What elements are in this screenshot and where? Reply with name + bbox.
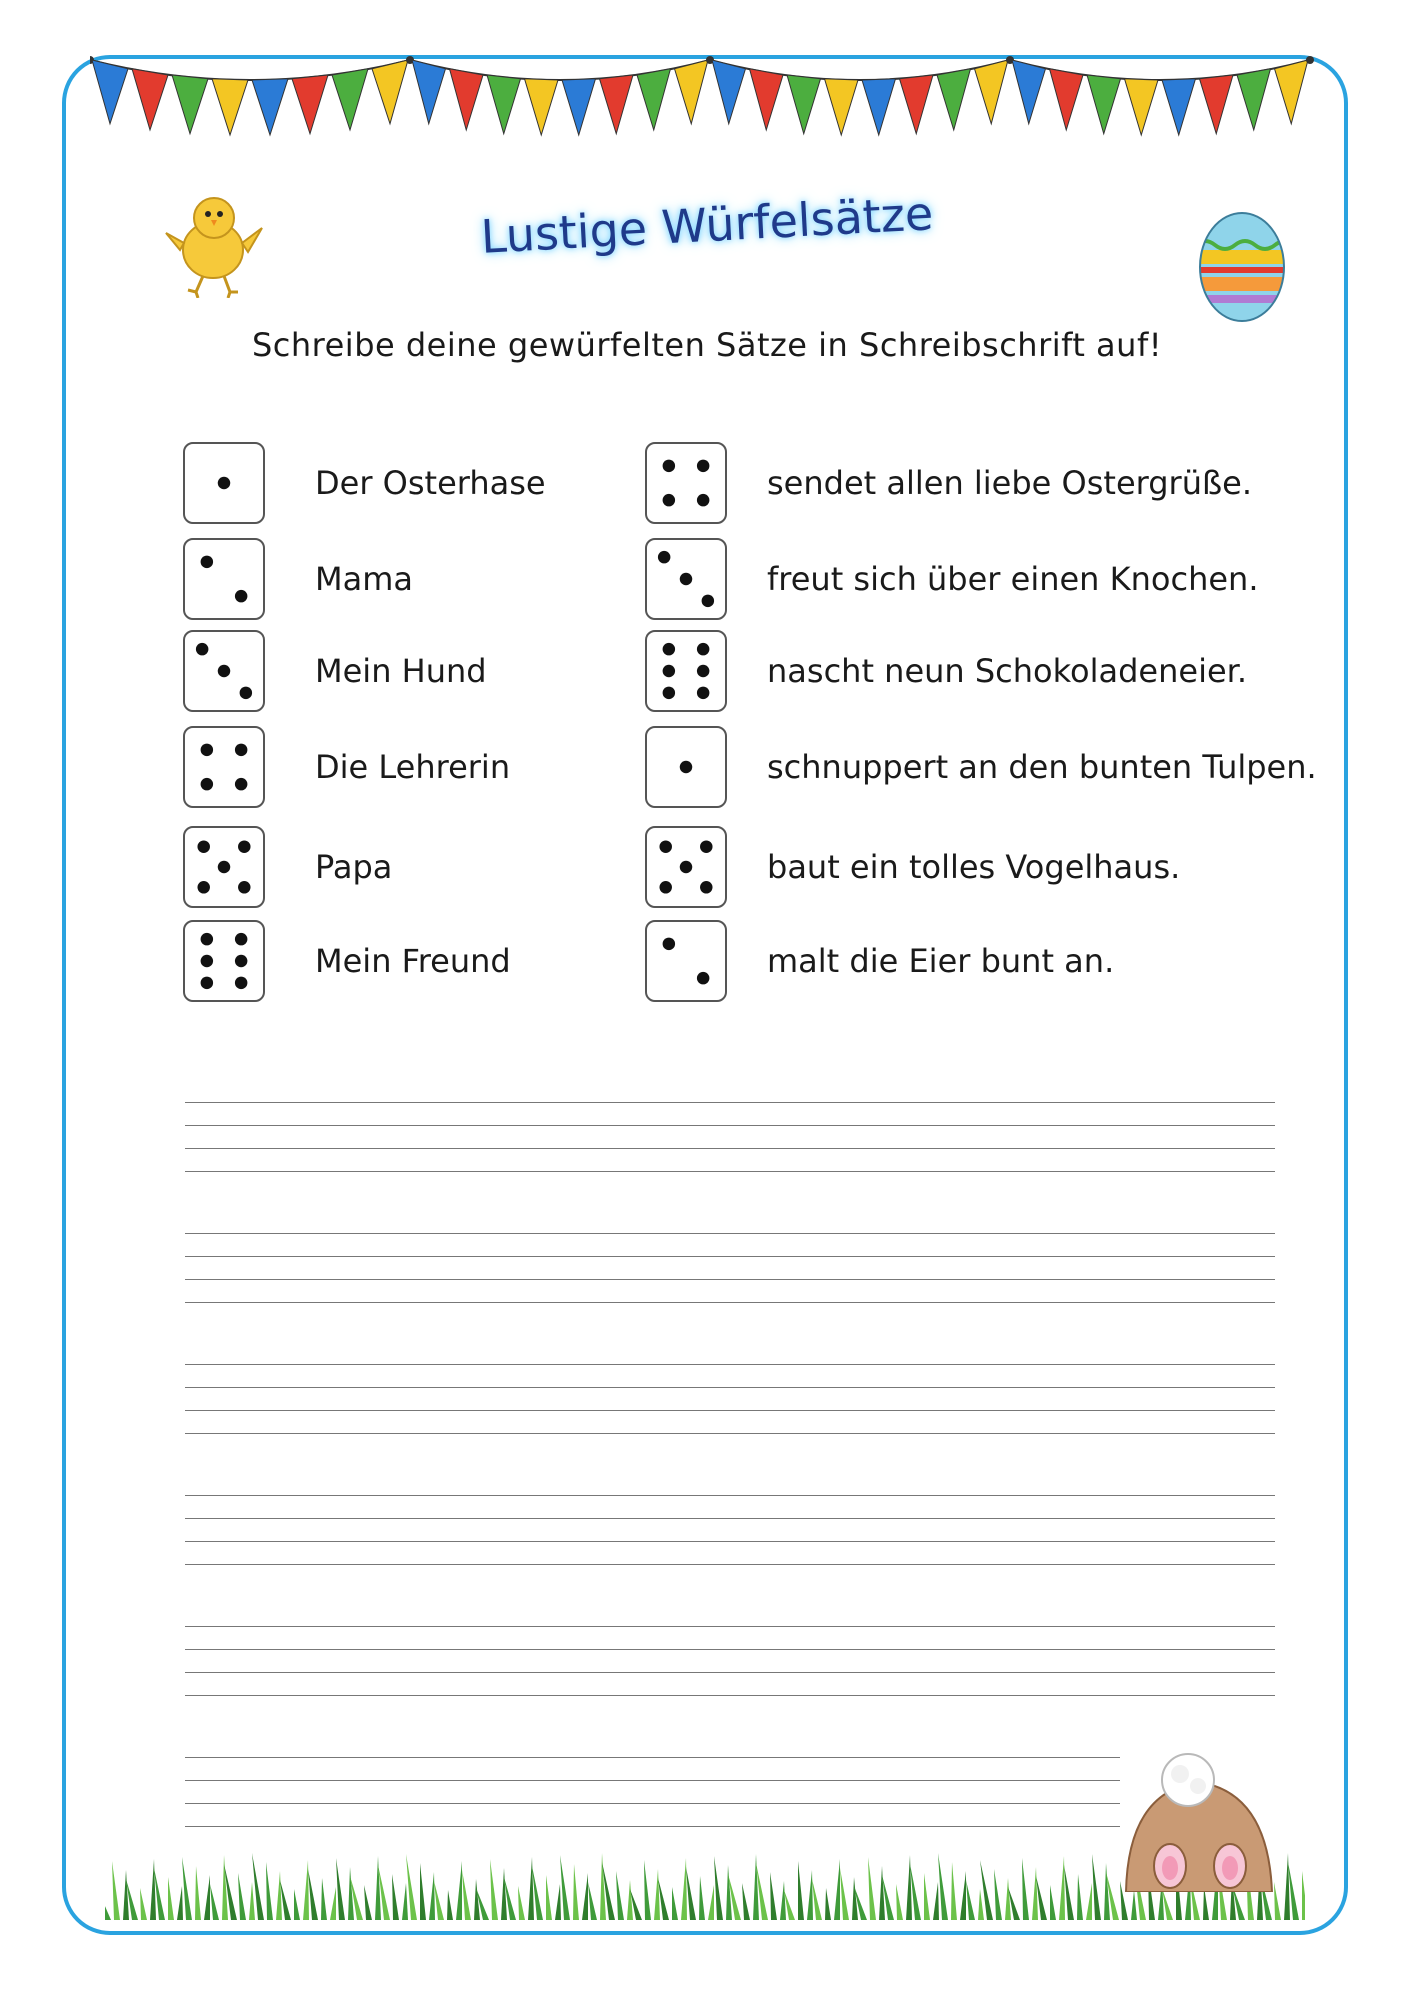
grass-blade [770,1872,777,1920]
grass-blade [654,1869,660,1920]
grass-blade [896,1884,903,1920]
die-pip [658,551,670,563]
subject-phrase: Mein Hund [315,652,487,690]
bunting-flag [525,79,559,135]
die-pip [663,665,675,677]
grass-blade [807,1870,813,1920]
grass-blade [1302,1871,1305,1920]
bunting-flag [862,79,896,135]
writing-line [185,1495,1275,1496]
bunting-decoration [90,50,1330,160]
writing-line [185,1279,1275,1280]
writing-line [185,1695,1275,1696]
bunting-flag [172,75,208,134]
writing-line [185,1410,1275,1411]
bunting-flag [600,75,634,134]
die-pip [663,687,675,699]
die-pip [235,778,247,790]
writing-line [185,1364,1275,1365]
bunting-flag [562,79,596,135]
bunting-flag [212,79,248,135]
bunting-flag [1275,60,1309,124]
die-pip [697,972,709,984]
writing-line [185,1256,1275,1257]
grass-blade [798,1861,804,1920]
predicate-phrase: schnuppert an den bunten Tulpen. [767,748,1317,786]
grass-blade [528,1857,534,1920]
grass-blade [960,1871,966,1920]
die-pip [197,881,209,893]
grass-blade [321,1878,327,1920]
grass-blade [994,1869,1002,1920]
grass-blade [966,1880,975,1920]
grass-blade [546,1875,552,1920]
bunting-flag [900,75,934,134]
grass-blade [1077,1874,1083,1920]
writing-line [185,1102,1275,1103]
writing-line-group[interactable] [185,1102,1275,1194]
die-pip [240,687,252,699]
grass-blade [434,1881,444,1920]
predicate-phrase: freut sich über einen Knochen. [767,560,1259,598]
predicate-die [645,538,727,620]
predicate-die [645,630,727,712]
grass-blade [112,1861,120,1920]
bunting-flag [937,69,971,130]
bunting-flag [252,79,288,135]
grass-blade [1064,1865,1074,1920]
grass-blade [204,1875,210,1920]
die-pip [702,595,714,607]
die-pip [700,881,712,893]
die-pip [235,977,247,989]
grass-blade [1092,1854,1101,1920]
die-pip [238,840,250,852]
subject-die [183,442,265,524]
die-pip [680,861,692,873]
subject-phrase: Mein Freund [315,942,511,980]
writing-line [185,1649,1275,1650]
writing-line [185,1803,1120,1804]
grass-blade [834,1859,840,1920]
die-pip [196,643,208,655]
subject-phrase: Mama [315,560,413,598]
grass-blade [308,1869,318,1920]
grass-blade [825,1888,831,1920]
writing-line [185,1626,1275,1627]
bunting-flag [637,69,671,130]
grass-blade [266,1862,273,1920]
bunting-flag [712,60,746,124]
bunting-flag [132,69,168,130]
writing-line [185,1541,1275,1542]
writing-line [185,1518,1275,1519]
writing-line [185,1433,1275,1434]
bunting-flag [450,69,484,130]
subject-phrase: Die Lehrerin [315,748,511,786]
grass-blade [1131,1890,1137,1920]
subject-die [183,826,265,908]
die-pip [697,460,709,472]
grass-blade [303,1860,309,1920]
bunting-flag [1200,75,1234,134]
die-pip [201,933,213,945]
subject-die [183,630,265,712]
die-pip [697,643,709,655]
die-pip [235,933,247,945]
grass-blade [708,1885,714,1920]
writing-line-group[interactable] [185,1757,1120,1849]
bunting-flag [1162,79,1196,135]
die-pip [235,590,247,602]
bunting-flag [825,79,859,135]
die-pip [663,460,675,472]
grass-blade [1005,1878,1011,1920]
subject-die [183,726,265,808]
grass-blade [560,1855,570,1920]
grass-blade [616,1871,624,1920]
writing-line [185,1171,1275,1172]
grass-blade [462,1870,471,1920]
grass-blade [447,1890,453,1920]
grass-blade [924,1873,930,1920]
bunting-flag [412,60,446,124]
grass-blade [1022,1858,1029,1920]
writing-line [185,1757,1120,1758]
bunting-flag [332,69,368,130]
grass-blade [644,1860,651,1920]
die-pip [659,840,671,852]
die-pip [218,665,230,677]
die-pip [235,744,247,756]
grass-blade [1050,1885,1056,1920]
bunting-flag [1050,69,1084,130]
bunting-flag [975,60,1009,124]
grass-blade [978,1889,984,1920]
bunting-pin [1306,56,1314,64]
writing-line-group[interactable] [185,1233,1275,1325]
bunting-flag [1012,60,1046,124]
bunting-flag [292,75,328,134]
predicate-phrase: baut ein tolles Vogelhaus. [767,848,1181,886]
grass-blade [182,1857,192,1920]
bunting-flag [92,60,128,124]
grass-blade [1032,1867,1038,1920]
bunting-flag [1237,69,1271,130]
grass-blade [490,1859,498,1920]
grass-blade [364,1885,372,1920]
grass-blade [105,1890,111,1920]
grass-blade [123,1870,129,1920]
grass-blade [336,1858,345,1920]
writing-line [185,1780,1120,1781]
writing-line [185,1672,1275,1673]
predicate-die [645,726,727,808]
grass-blade [714,1856,723,1920]
predicate-die [645,920,727,1002]
grass-blade [938,1853,948,1920]
writing-line-group[interactable] [185,1364,1275,1456]
grass-blade [420,1863,426,1920]
grass-blade [195,1866,201,1920]
bunting-flag [1087,75,1121,134]
grass-blade [294,1889,300,1920]
writing-line [185,1233,1275,1234]
grass-blade [573,1864,579,1920]
grass-blade [753,1854,759,1920]
grass-blade [627,1880,633,1920]
grass-blade [555,1884,561,1920]
die-pip [700,840,712,852]
grass-blade [392,1874,399,1920]
writing-line [185,1302,1275,1303]
grass-blade [933,1882,939,1920]
die-pip [201,556,213,568]
grass-blade [238,1873,246,1920]
subject-phrase: Papa [315,848,393,886]
die-pip [235,955,247,967]
die-pip [238,881,250,893]
die-pip [201,778,213,790]
grass-blade [681,1858,687,1920]
bunting-flag [487,75,521,134]
predicate-die [645,442,727,524]
bunny-illustration [1118,1742,1278,1892]
grass-blade [672,1887,678,1920]
die-pip [201,744,213,756]
die-pip [697,494,709,506]
grass-blade [177,1886,183,1920]
writing-line [185,1148,1275,1149]
grass-blade [518,1886,525,1920]
predicate-die [645,826,727,908]
bunting-flag [372,60,408,124]
grass-blade [140,1888,147,1920]
die-pip [218,861,230,873]
grass-blade [742,1883,750,1920]
grass-blade [1284,1853,1290,1920]
die-pip [697,665,709,677]
writing-line-group[interactable] [185,1626,1275,1718]
writing-line [185,1387,1275,1388]
grass-blade [686,1867,696,1920]
grass-blade [402,1883,408,1920]
predicate-phrase: nascht neun Schokoladeneier. [767,652,1248,690]
grass-blade [330,1887,336,1920]
subject-die [183,920,265,1002]
bunting-flag [1125,79,1159,135]
grass-blade [429,1872,435,1920]
die-pip [201,955,213,967]
grass-blade [456,1861,462,1920]
grass-blade [276,1871,282,1920]
grass-blade [906,1855,912,1920]
die-pip [697,687,709,699]
subject-phrase: Der Osterhase [315,464,546,502]
grass-blade [699,1876,705,1920]
grass-blade [582,1873,588,1920]
die-pip [663,494,675,506]
grass-blade [150,1859,156,1920]
die-pip [659,881,671,893]
die-pip [218,477,230,489]
grass-blade [406,1854,417,1920]
writing-line-group[interactable] [185,1495,1275,1587]
instruction-text: Schreibe deine gewürfelten Sätze in Schreibschrift auf! [251,326,1163,364]
grass-blade [780,1881,786,1920]
bunting-flag [750,69,784,130]
writing-line [185,1125,1275,1126]
grass-blade [210,1884,219,1920]
grass-blade [168,1877,174,1920]
grass-blade [868,1857,876,1920]
die-pip [663,938,675,950]
grass-blade [812,1879,822,1920]
grass-blade [840,1868,849,1920]
grass-blade [588,1882,597,1920]
page-title: Lustige Würfelsätze [479,186,935,264]
die-pip [201,977,213,989]
bunting-flag [675,60,709,124]
grass-blade [1086,1883,1092,1920]
grass-blade [249,1882,255,1920]
writing-line [185,1826,1120,1827]
grass-blade [501,1868,507,1920]
die-pip [197,840,209,852]
writing-line [185,1564,1275,1565]
predicate-phrase: sendet allen liebe Ostergrüße. [767,464,1252,502]
grass-blade [375,1856,381,1920]
die-pip [680,573,692,585]
predicate-phrase: malt die Eier bunt an. [767,942,1115,980]
subject-die [183,538,265,620]
grass-blade [951,1862,957,1920]
bunting-flag [787,75,821,134]
die-pip [663,643,675,655]
grass-blade [879,1866,885,1920]
die-pip [680,761,692,773]
